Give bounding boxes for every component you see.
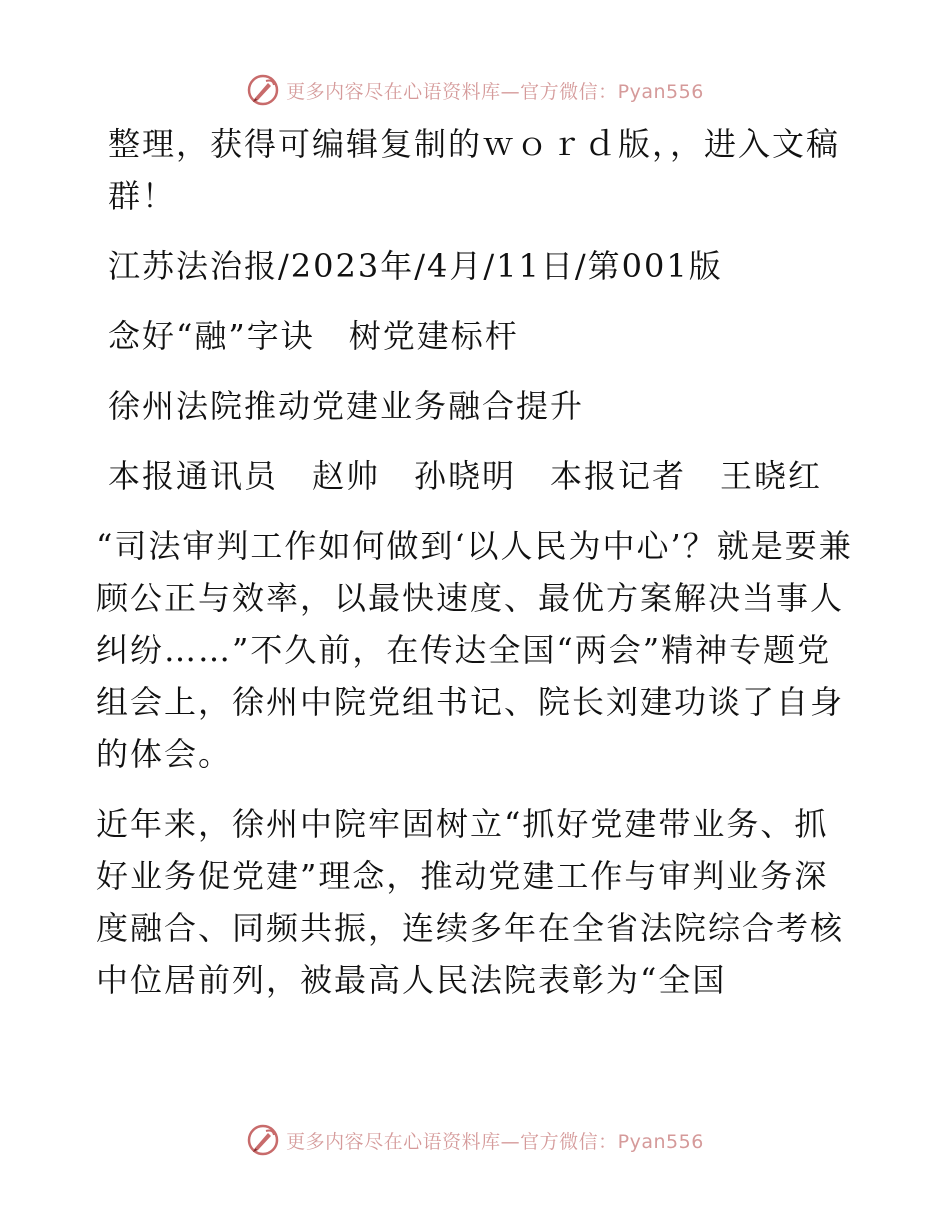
paragraph-1: “司法审判工作如何做到‘以人民为中心’？就是要兼顾公正与效率，以最快速度、最优方案解决当事人纠纷……”不久前，在传达全国“两会”精神专题党组会上，徐州中院党组书记、院长刘建功谈了自身的体会。 (96, 527, 853, 773)
pen-logo-icon (246, 73, 280, 107)
document-body (96, 118, 856, 1006)
headline-main: 念好“融”字诀 树党建标杆 (108, 317, 519, 355)
watermark-header (0, 70, 950, 110)
source-line: 江苏法治报/2023年/4月/11日/第001版 (108, 247, 723, 285)
watermark-text: 更多内容尽在心语资料库—官方微信：Pyan556 (286, 80, 704, 103)
pen-logo-icon (246, 1123, 280, 1157)
byline: 本报通讯员 赵帅 孙晓明 本报记者 王晓红 (108, 457, 823, 495)
headline-sub: 徐州法院推动党建业务融合提升 (108, 387, 585, 425)
paragraph-2: 近年来，徐州中院牢固树立“抓好党建带业务、抓好业务促党建”理念，推动党建工作与审判业务深度融合、同频共振，连续多年在全省法院综合考核中位居前列，被最高人民法院表彰为“全国 (96, 805, 845, 999)
intro-text: 整理，获得可编辑复制的ｗｏｒｄ版，，进入文稿群！ (108, 125, 841, 215)
watermark-footer (0, 1120, 950, 1160)
watermark-text: 更多内容尽在心语资料库—官方微信：Pyan556 (286, 1130, 704, 1153)
